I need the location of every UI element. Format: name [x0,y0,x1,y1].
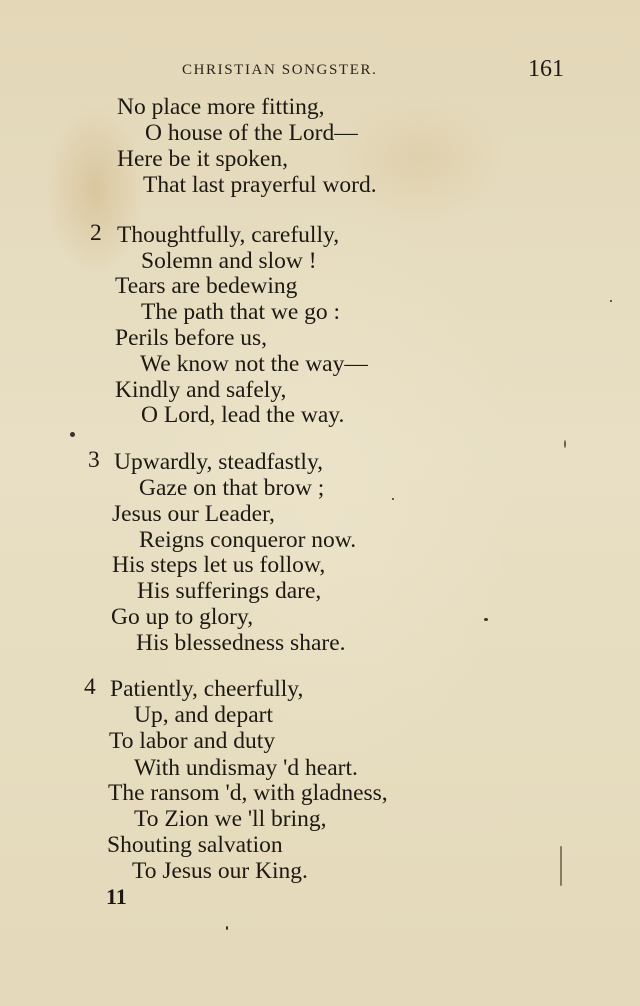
ink-speck [226,926,228,930]
verse-line: Thoughtfully, carefully, [117,222,340,248]
verse-line: To Jesus our King. [132,858,308,884]
ink-speck [564,440,566,448]
verse-line: O house of the Lord— [145,120,358,146]
ink-speck [392,498,394,500]
verse-line: Perils before us, [115,325,268,351]
verse-line: No place more fitting, [117,94,325,120]
verse-line: Reigns conqueror now. [139,527,357,553]
page-number: 161 [528,56,564,82]
signature-mark: 11 [106,884,127,909]
verse-line: To labor and duty [109,728,276,754]
verse-line: Upwardly, steadfastly, [114,449,324,475]
verse-line: His blessedness share. [136,630,346,656]
verse-line: That last prayerful word. [143,172,377,198]
stanza-number: 4 [84,674,96,700]
verse-line: Gaze on that brow ; [139,475,325,501]
ink-speck [70,432,75,437]
verse-line: His sufferings dare, [137,578,322,604]
verse-line: Shouting salvation [107,832,283,858]
verse-line: Here be it spoken, [117,146,288,172]
stanza-number: 3 [88,447,100,473]
verse-line: Jesus our Leader, [112,501,275,527]
stanza-number: 2 [90,220,102,246]
verse-line: Tears are bedewing [115,273,298,299]
verse-line: Up, and depart [134,702,273,728]
ink-speck [560,846,562,886]
running-head [0,56,640,84]
verse-line: O Lord, lead the way. [141,402,345,428]
verse-line: Patiently, cheerfully, [110,676,304,702]
verse-line: To Zion we 'll bring, [134,806,327,832]
verse-line: Kindly and safely, [115,377,287,403]
verse-line: Solemn and slow ! [141,248,317,274]
verse-line: We know not the way— [140,351,368,377]
verse-line: With undismay 'd heart. [134,755,358,781]
verse-line: Go up to glory, [111,604,254,630]
verse-line: His steps let us follow, [112,552,326,578]
verse-line: The ransom 'd, with gladness, [108,780,388,806]
verse-line: The path that we go : [141,299,341,325]
running-title: CHRISTIAN SONGSTER. [182,62,378,78]
ink-speck [484,618,488,621]
ink-speck [610,300,612,302]
